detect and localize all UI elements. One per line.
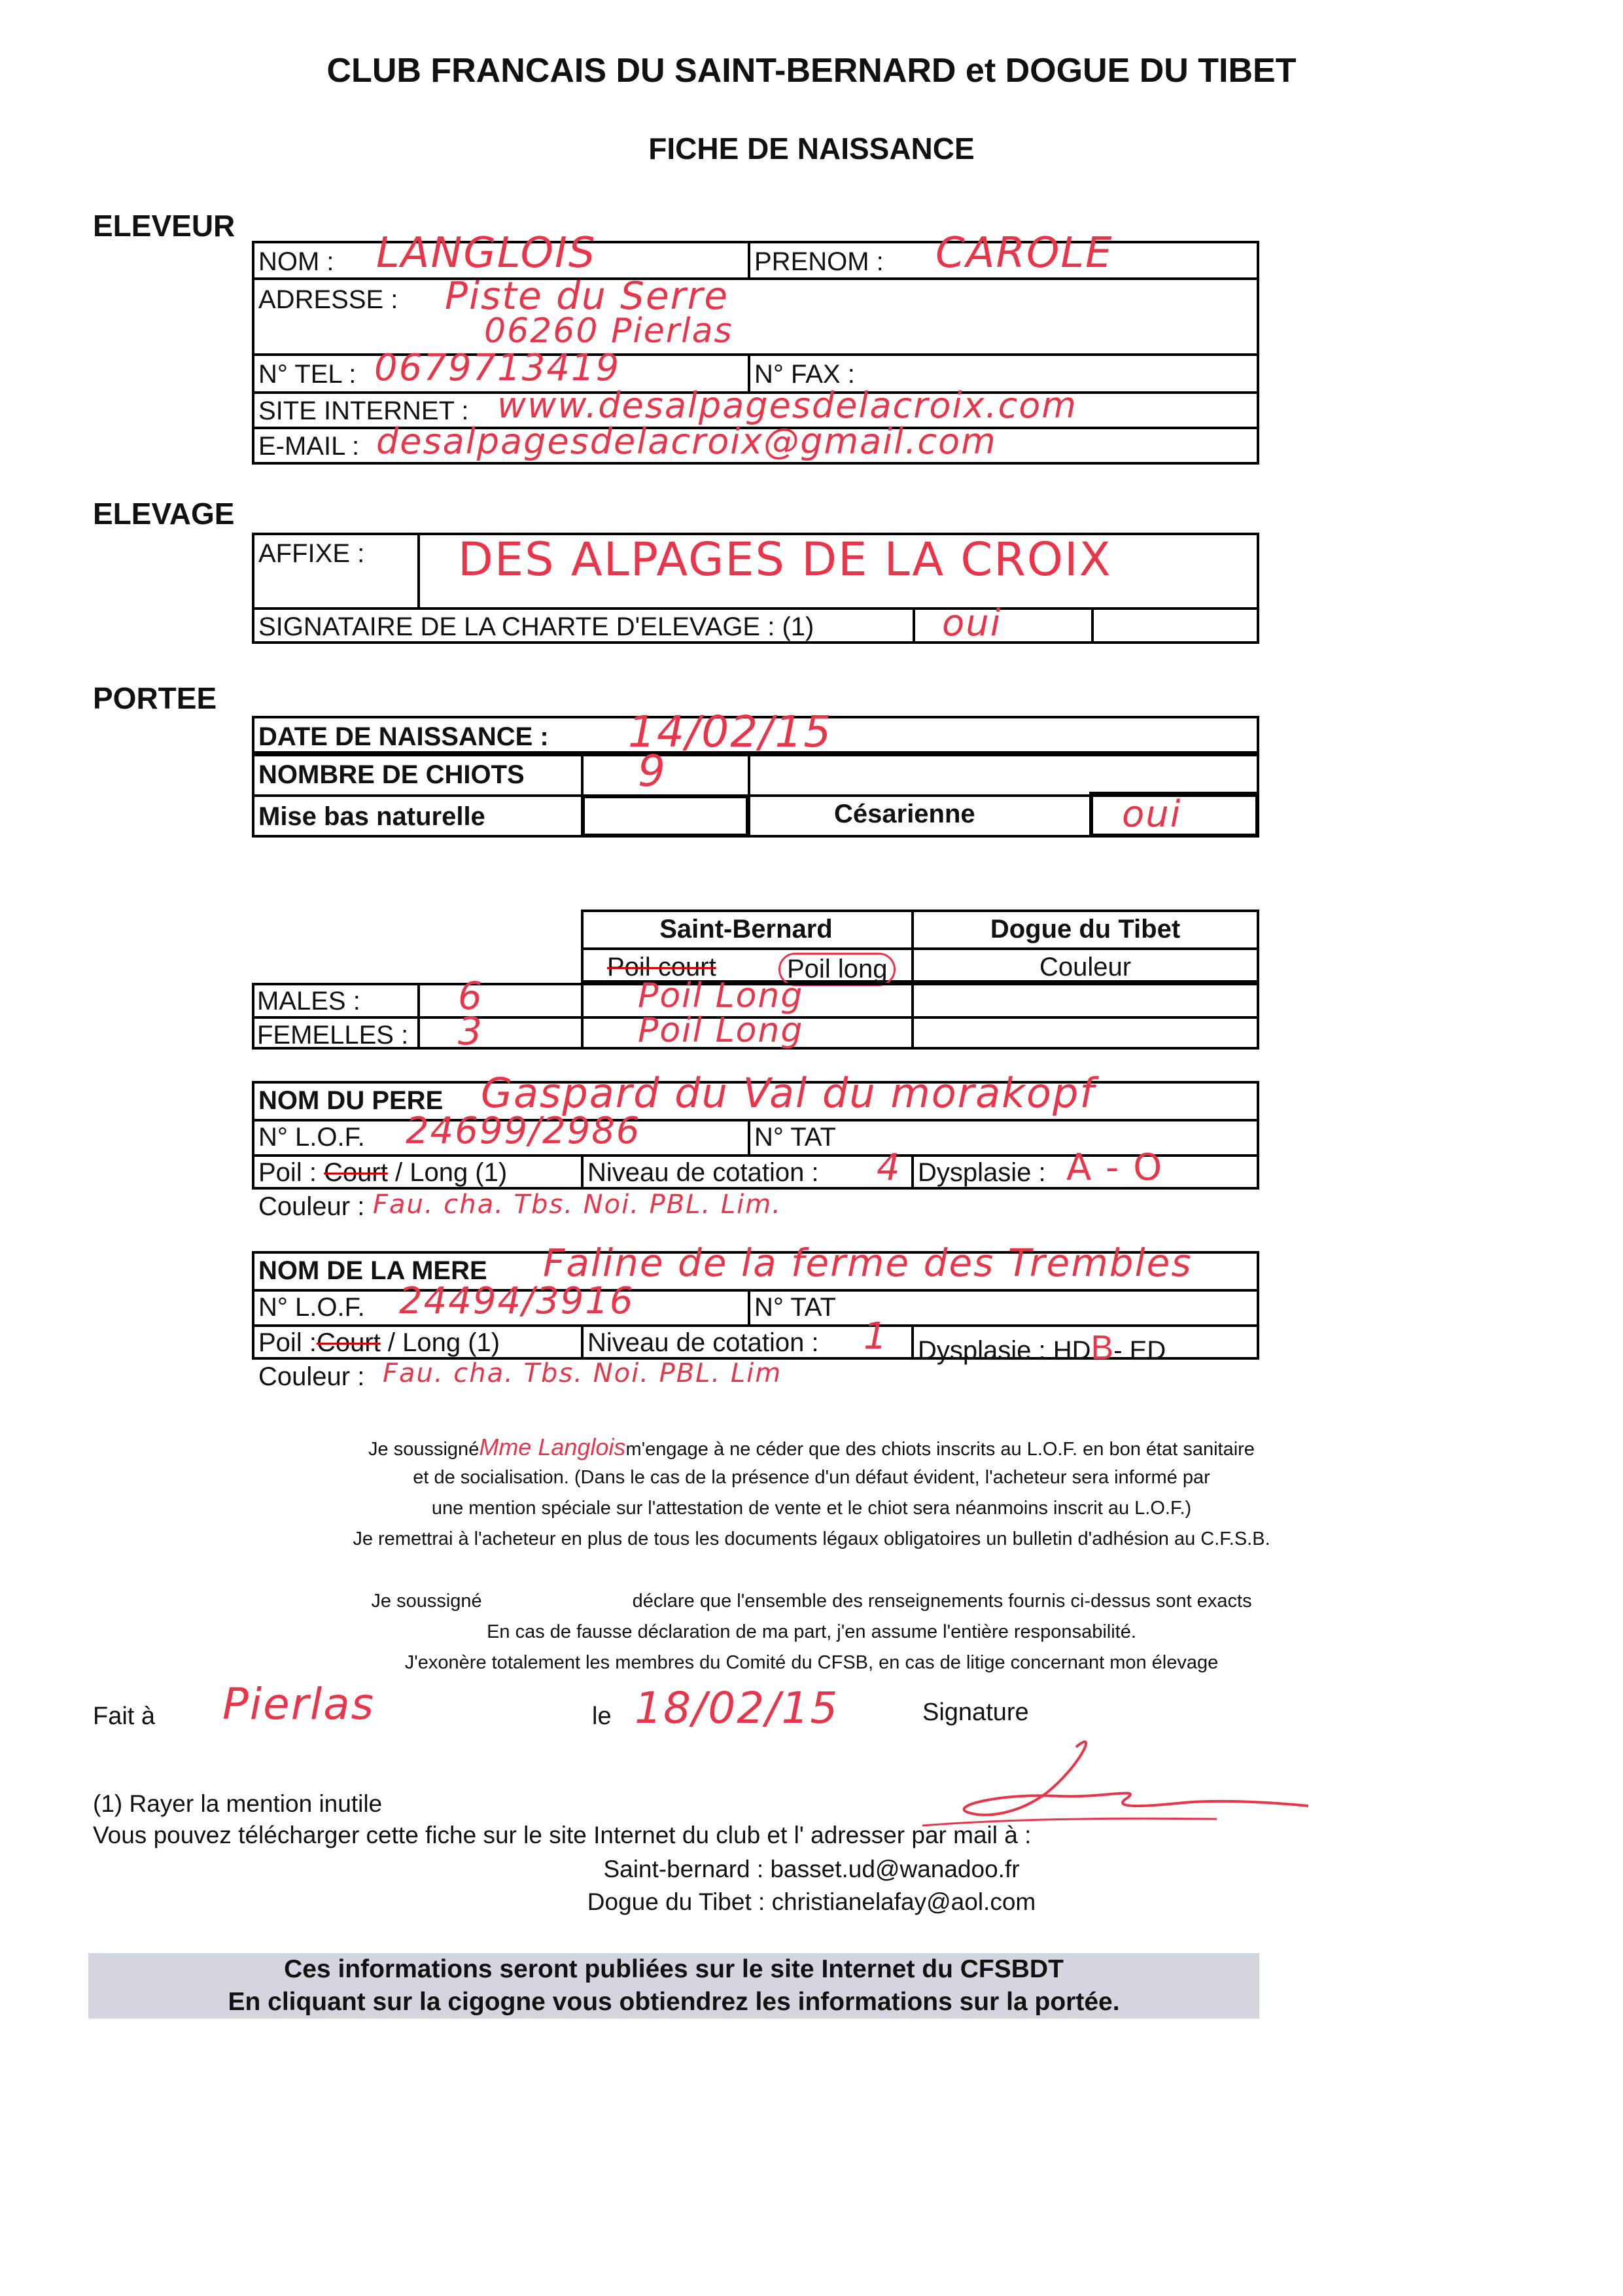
cesarienne-value[interactable]: oui xyxy=(1122,793,1182,836)
mere-cotation-label: Niveau de cotation : xyxy=(587,1328,819,1357)
adresse-line1[interactable]: Piste du Serre xyxy=(445,274,729,318)
download-text: Vous pouvez télécharger cette fiche sur le site Internet du club et l' adresser par mail à : xyxy=(93,1822,1032,1848)
tel-label: N° TEL : xyxy=(258,360,357,389)
banner-line2: En cliquant sur la cigogne vous obtiendrez les informations sur la portée. xyxy=(228,1988,1120,2016)
mere-tat-label: N° TAT xyxy=(754,1293,836,1322)
males-label: MALES : xyxy=(257,987,360,1016)
page-subtitle: FICHE DE NAISSANCE xyxy=(648,132,975,166)
femelles-poil[interactable]: Poil Long xyxy=(638,1011,804,1050)
charte-label: SIGNATAIRE DE LA CHARTE D'ELEVAGE : (1) xyxy=(258,612,814,641)
info-banner xyxy=(88,1953,1259,2019)
adresse-label: ADRESSE : xyxy=(258,285,398,314)
dt-email[interactable]: christianelafay@aol.com xyxy=(771,1888,1036,1915)
date-value[interactable]: 14/02/15 xyxy=(628,707,833,757)
pere-dysplasie-value[interactable]: A - O xyxy=(1066,1146,1164,1189)
mere-value[interactable]: Faline de la ferme des Trembles xyxy=(543,1241,1193,1285)
le-label: le xyxy=(592,1703,612,1730)
signature-drawing xyxy=(909,1721,1315,1832)
mere-lof-label: N° L.O.F. xyxy=(258,1293,365,1322)
misebas-checkbox[interactable] xyxy=(581,794,750,838)
page-title: CLUB FRANCAIS DU SAINT-BERNARD et DOGUE DU TIBET xyxy=(326,52,1297,90)
pere-dysplasie-label: Dysplasie : xyxy=(918,1158,1046,1187)
adresse-line2[interactable]: 06260 Pierlas xyxy=(484,311,733,351)
femelles-value[interactable]: 3 xyxy=(458,1009,483,1053)
section-portee: PORTEE xyxy=(93,681,217,715)
pere-lof-label: N° L.O.F. xyxy=(258,1123,365,1152)
prenom-value[interactable]: CAROLE xyxy=(935,229,1113,277)
engagement-line4: Je remettrai à l'acheteur en plus de tous les documents légaux obligatoires un bulletin d'adhésion au C.F.S.B. xyxy=(353,1528,1270,1549)
mere-cotation-value[interactable]: 1 xyxy=(864,1315,888,1358)
cesarienne-label: Césarienne xyxy=(834,800,975,828)
engagement-line3: une mention spéciale sur l'attestation de vente et le chiot sera néanmoins inscrit au L.O.F.) xyxy=(431,1498,1192,1519)
affixe-value[interactable]: DES ALPAGES DE LA CROIX xyxy=(458,533,1112,586)
nom-label: NOM : xyxy=(258,247,334,276)
engagement-line1: Je soussignéMme Langloism'engage à ne céder que des chiots inscrits au L.O.F. en bon état sanitaire xyxy=(368,1434,1255,1460)
couleur-header: Couleur xyxy=(1039,953,1132,981)
declaration-line1: Je soussigné déclare que l'ensemble des renseignements fournis ci-dessus sont exacts xyxy=(371,1591,1252,1612)
pere-couleur-value[interactable]: Fau. cha. Tbs. Noi. PBL. Lim. xyxy=(373,1190,782,1220)
le-value[interactable]: 18/02/15 xyxy=(635,1683,839,1733)
engagement-line2: et de socialisation. (Dans le cas de la présence d'un défaut évident, l'acheteur sera informé par xyxy=(413,1467,1210,1488)
sb-contact: Saint-bernard : basset.ud@wanadoo.fr xyxy=(603,1856,1020,1882)
footnote: (1) Rayer la mention inutile xyxy=(93,1790,383,1817)
pere-couleur-label: Couleur : xyxy=(258,1192,365,1221)
mere-lof-value[interactable]: 24494/3916 xyxy=(399,1280,635,1322)
dt-contact: Dogue du Tibet : christianelafay@aol.com xyxy=(587,1888,1036,1915)
misebas-label: Mise bas naturelle xyxy=(258,802,485,831)
fait-label: Fait à xyxy=(93,1703,156,1730)
section-eleveur: ELEVEUR xyxy=(93,209,236,243)
declaration-line2: En cas de fausse déclaration de ma part, j'en assume l'entière responsabilité. xyxy=(487,1621,1136,1642)
tel-value[interactable]: 0679713419 xyxy=(374,347,621,389)
fait-value[interactable]: Pierlas xyxy=(222,1679,375,1729)
poil-court-header: Poil court xyxy=(607,953,716,981)
site-label: SITE INTERNET : xyxy=(258,397,469,425)
pere-cotation-value[interactable]: 4 xyxy=(877,1146,901,1189)
email-value[interactable]: desalpagesdelacroix@gmail.com xyxy=(376,421,997,462)
sb-email[interactable]: basset.ud@wanadoo.fr xyxy=(770,1856,1020,1882)
males-value[interactable]: 6 xyxy=(458,974,483,1018)
nombre-value[interactable]: 9 xyxy=(638,746,667,796)
email-label: E-MAIL : xyxy=(258,432,360,461)
nombre-label: NOMBRE DE CHIOTS xyxy=(258,760,525,789)
section-elevage: ELEVAGE xyxy=(93,497,235,531)
pere-label: NOM DU PERE xyxy=(258,1086,444,1115)
dt-header: Dogue du Tibet xyxy=(990,915,1181,944)
site-value[interactable]: www.desalpagesdelacroix.com xyxy=(497,385,1077,426)
mere-dysplasie: Dysplasie : HDB- ED xyxy=(918,1329,1166,1367)
males-poil[interactable]: Poil Long xyxy=(638,976,804,1016)
nom-value[interactable]: LANGLOIS xyxy=(376,229,597,277)
mere-label: NOM DE LA MERE xyxy=(258,1256,487,1285)
declaration-line3: J'exonère totalement les membres du Comité du CFSB, en cas de litige concernant mon élevage xyxy=(404,1652,1219,1673)
date-label: DATE DE NAISSANCE : xyxy=(258,722,549,751)
mere-couleur-value[interactable]: Fau. cha. Tbs. Noi. PBL. Lim xyxy=(383,1358,782,1388)
pere-cotation-label: Niveau de cotation : xyxy=(587,1158,819,1187)
sb-header: Saint-Bernard xyxy=(659,915,833,944)
pere-tat-label: N° TAT xyxy=(754,1123,836,1152)
pere-poil: Poil : Court / Long (1) xyxy=(258,1158,508,1187)
signature-label: Signature xyxy=(922,1699,1029,1726)
affixe-label: AFFIXE : xyxy=(258,539,365,568)
poil-long-header: Poil long xyxy=(778,953,896,986)
charte-value[interactable]: oui xyxy=(942,602,1002,645)
femelles-label: FEMELLES : xyxy=(257,1021,409,1050)
mere-couleur-label: Couleur : xyxy=(258,1362,365,1391)
mere-poil: Poil :Court / Long (1) xyxy=(258,1328,500,1357)
prenom-label: PRENOM : xyxy=(754,247,884,276)
fax-label: N° FAX : xyxy=(754,360,855,389)
banner-line1: Ces informations seront publiées sur le site Internet du CFSBDT xyxy=(284,1955,1064,1983)
pere-value[interactable]: Gaspard du Val du morakopf xyxy=(481,1069,1096,1117)
pere-lof-value[interactable]: 24699/2986 xyxy=(406,1110,641,1152)
